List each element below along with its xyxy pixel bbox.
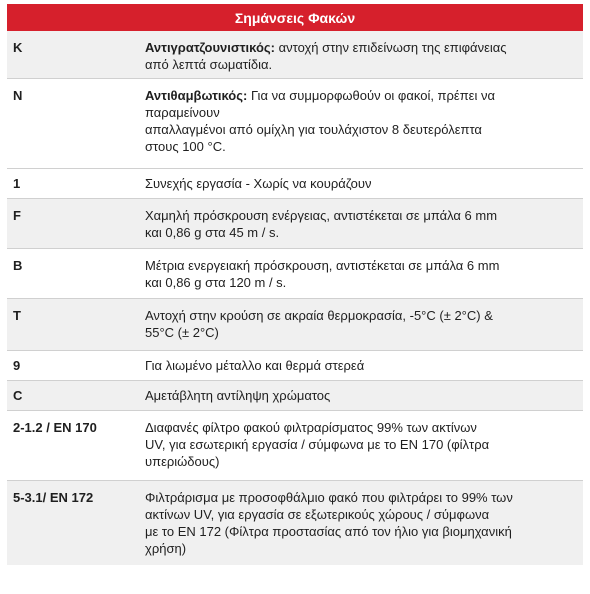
marking-term: Αντιθαμβωτικός: (145, 88, 248, 103)
marking-code: C (13, 388, 23, 403)
marking-description: Για λιωμένο μέταλλο και θερμά στερεά (145, 358, 365, 373)
marking-code: 1 (13, 176, 21, 191)
marking-description: Χαμηλή πρόσκρουση ενέργειας, αντιστέκεται σε μπάλα 6 mm και 0,86 g στα 45 m / s. (145, 208, 498, 240)
table-row (7, 249, 583, 299)
marking-description: Φιλτράρισμα με προσοφθάλμιο φακό που φιλτράρει το 99% των ακτίνων UV, για εργασία σε εξωτερικούς χώρους / σύμφωνα με το EN 172 (Φίλτρα προστασίας από τον ήλιο για βιομηχανική χρήση) (145, 490, 513, 556)
table-row (7, 481, 583, 565)
marking-term: Αντιγρατζουνιστικός: (145, 40, 276, 55)
marking-code: 2-1.2 / EN 170 (13, 420, 97, 435)
table-row (7, 169, 583, 199)
lens-markings-table (7, 4, 583, 565)
marking-description: Αντιγρατζουνιστικός: αντοχή στην επιδείνωση της επιφάνειας από λεπτά σωματίδια. (145, 40, 507, 72)
table-row (7, 351, 583, 381)
table-row (7, 31, 583, 79)
marking-description: Μέτρια ενεργειακή πρόσκρουση, αντιστέκεται σε μπάλα 6 mm και 0,86 g στα 120 m / s. (145, 258, 500, 290)
table-row (7, 381, 583, 411)
table-header (7, 4, 583, 31)
marking-code: K (13, 40, 23, 55)
table-row (7, 199, 583, 249)
marking-code: B (13, 258, 23, 273)
marking-code: F (13, 208, 21, 223)
marking-description: Αντοχή στην κρούση σε ακραία θερμοκρασία, -5°C (± 2°C) & 55°C (± 2°C) (145, 308, 493, 340)
marking-code: 9 (13, 358, 21, 373)
table-title: Σημάνσεις Φακών (234, 9, 356, 26)
table-row (7, 79, 583, 169)
table-row (7, 299, 583, 351)
marking-description: Αντιθαμβωτικός: Για να συμμορφωθούν οι φακοί, πρέπει να παραμείνουν απαλλαγμένοι από ομίχλη για τουλάχιστον 8 δευτερόλεπτα στους 100 °C. (145, 88, 495, 154)
marking-description: Συνεχής εργασία - Χωρίς να κουράζουν (145, 176, 372, 191)
marking-description: Διαφανές φίλτρο φακού φιλτραρίσματος 99% των ακτίνων UV, για εσωτερική εργασία / σύμφωνα με το EN 170 (φίλτρα υπεριώδους) (145, 420, 490, 469)
marking-code: 5-3.1/ EN 172 (13, 490, 94, 505)
marking-description: Αμετάβλητη αντίληψη χρώματος (145, 388, 331, 403)
marking-code: T (13, 308, 21, 323)
marking-code: N (13, 88, 23, 103)
table-row (7, 411, 583, 481)
